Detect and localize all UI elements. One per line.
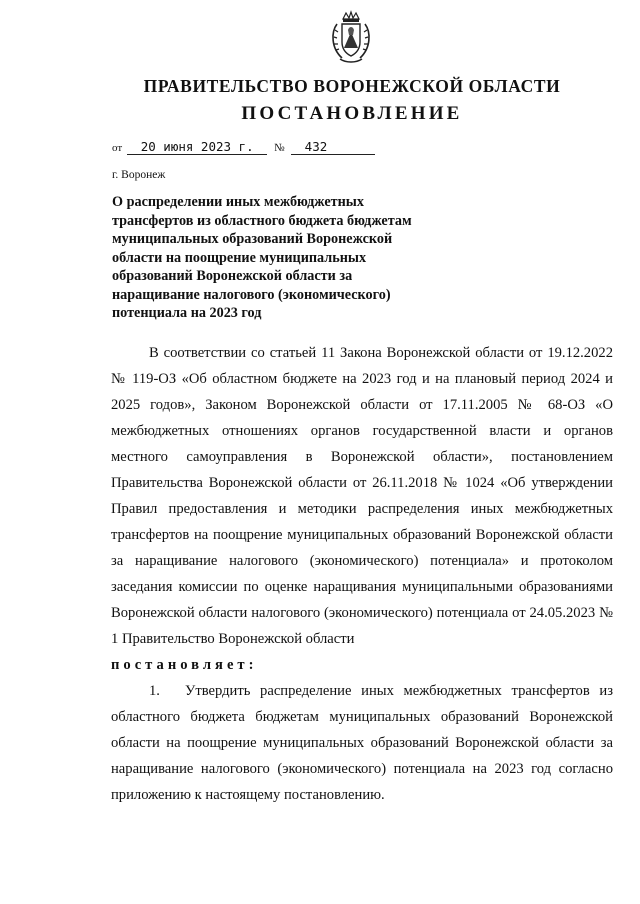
document-body [111, 340, 613, 808]
government-title: ПРАВИТЕЛЬСТВО ВОРОНЕЖСКОЙ ОБЛАСТИ [143, 76, 561, 96]
preamble-paragraph: В соответствии со статьей 11 Закона Воронежской области от 19.12.2022 № 119-ОЗ «Об областном бюджете на 2023 год и на плановый период 2024 и 2025 годов», Законом Воронежской области от 17.11.2005 № 68-ОЗ «О межбюджетных отношениях органов государственной власти и органов местного самоуправления в Воронежской области», постановлением Правительства Воронежской области от 26.11.2018 № 1024 «Об утверждении Правил предоставления и методики распределения иных межбюджетных трансфертов на поощрение муниципальных образований Воронежской области за наращивание налогового (экономического) потенциала» и протоколом заседания комиссии по оценке наращивания муниципальными образованиями Воронежской области налогового (экономического) потенциала от 24.05.2023 № 1 Правительство Воронежской области [111, 345, 613, 647]
coat-of-arms-icon [328, 10, 374, 66]
date-prefix: от [112, 142, 123, 154]
item-text: Утвердить распределение иных межбюджетных трансфертов из областного бюджета бюджетам муниципальных образований Воронежской области на поощрение муниципальных образований Воронежской области за наращивание налогового (экономического) потенциала на 2023 год согласно приложению к настоящему постановлению. [111, 683, 613, 803]
document-date: 20 июня 2023 г. [127, 139, 267, 155]
document-subject: О распределении иных межбюджетных трансфертов из областного бюджета бюджетам муниципальных образований Воронежской области на поощрение муниципальных образований Воронежской области за наращивание налогового (экономического) потенциала на 2023 год [112, 194, 412, 321]
city-label: г. Воронеж [112, 169, 166, 181]
list-item [111, 678, 613, 808]
date-number-line [112, 139, 375, 155]
item-number: 1. [149, 683, 160, 699]
document-type: ПОСТАНОВЛЕНИЕ [241, 103, 463, 124]
number-prefix: № [274, 142, 285, 154]
document-number: 432 [291, 139, 375, 155]
resolves-label: постановляет: [111, 657, 258, 673]
